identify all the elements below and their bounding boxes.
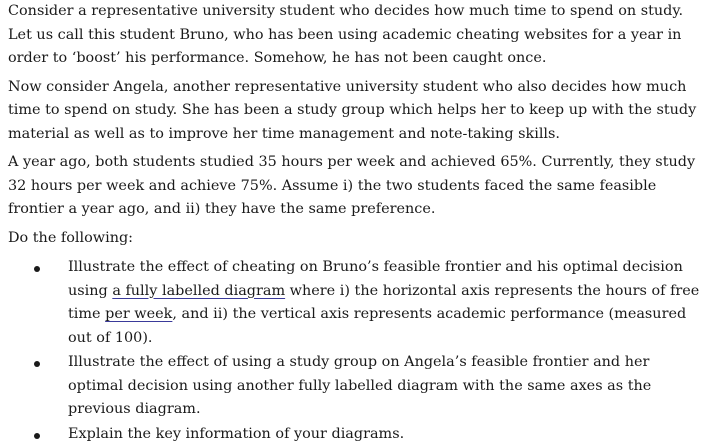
list-item [8,256,708,350]
bullet-icon [34,361,40,367]
list-item [8,351,708,422]
paragraph-assumptions: A year ago, both students studied 35 hours per week and achieved 65%. Currently, they study 32 hours per week and achieve 75%. Assume i) the two students faced the same feasible frontier a year ago, and ii) they have the same preference. [8,151,708,222]
paragraph-instructions: Do the following: [8,227,708,251]
task-1-text-a: Illustrate the effect of cheating on Bruno’s feasible frontier and his optimal decision using [68,259,683,299]
task-2-text: Illustrate the effect of using a study group on Angela’s feasible frontier and her optimal decision using another fully labelled diagram with the same axes as the previous diagram. [68,354,651,417]
paragraph-bruno-intro: Consider a representative university student who decides how much time to spend on study. Let us call this student Bruno, who has been using academic cheating websites for a year in order to ‘boost’ his performance. Somehow, he has not been caught once. [8,0,708,71]
paragraph-angela-intro: Now consider Angela, another representative university student who also decides how much time to spend on study. She has been a study group which helps her to keep up with the study material as well as to improve her time management and note-taking skills. [8,76,708,147]
task-1-underlined-b: per week [105,306,172,322]
task-list [8,256,708,446]
task-1-text-b: where i) the horizontal axis represents the hours of free time [68,283,699,323]
list-item [8,423,708,446]
bullet-icon [34,433,40,439]
task-1-underlined-a: a fully labelled diagram [112,283,285,299]
task-3-text: Explain the key information of your diagrams. [68,426,404,442]
task-1-text-c: , and ii) the vertical axis represents academic performance (measured out of 100). [68,306,686,346]
bullet-icon [34,266,40,272]
document-body [8,0,708,446]
